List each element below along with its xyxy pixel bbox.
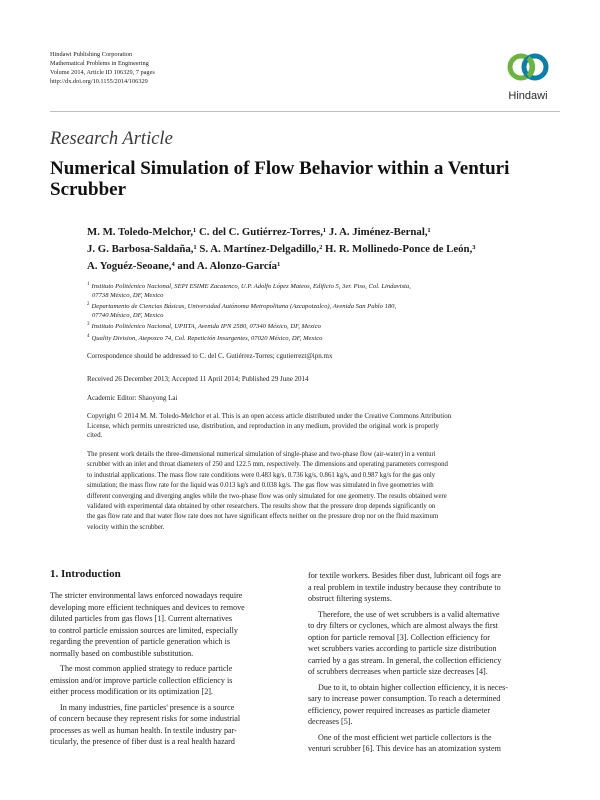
article-type: Research Article [50,129,173,149]
section-heading: 1. Introduction [50,568,121,580]
body-line: developing more efficient techniques and devices to remove [50,602,245,612]
body-line: wet scrubbers varies according to particle size distribution [308,644,497,653]
body-line: Therefore, the use of wet scrubbers is a valid alternative [318,609,500,619]
body-line: sary to increase power consumption. To reach a determined [308,694,501,703]
body-line: decreases [5]. [308,717,353,726]
publication-dates: Received 26 December 2013; Accepted 11 April 2014; Published 29 June 2014 [87,375,309,383]
abstract-line: The present work details the three-dimensional numerical simulation of single-phase and two-phase flow (air-water) in a venturi [87,451,436,458]
copyright-notice [87,412,557,441]
author-list [87,224,557,275]
affiliation-item [87,280,547,300]
body-line: One of the most efficient wet particle collectors is the [318,732,492,742]
body-line: normally based on combustible substitution. [50,648,194,658]
abstract-line: the gas flow rate and that water flow rate does not have significant effects neither on the pressure drop nor on the fluid maximum [87,513,439,521]
body-line: Due to it, to obtain higher collection efficiency, it is neces- [318,682,508,692]
affiliation-item [87,300,547,320]
title-line: Scrubber [50,179,126,200]
body-line: regarding the prevention of particle generation which is [50,637,231,646]
abstract-line: velocity within the scrubber. [87,523,165,531]
author-line: A. Yoguéz-Seoane,⁴ and A. Alonzo-García¹ [87,260,281,272]
body-line: to dry filters or cyclones, which are almost always the first [308,621,498,630]
affiliation-item [87,320,547,331]
body-line: efficiency, power required increases as particle diameter [308,705,491,715]
publication-info [50,50,155,86]
body-line: venturi scrubber [6]. This device has an atomization system [308,744,501,753]
body-line: diluted particles from gas flows [1]. Current alternatives [50,614,233,623]
affiliation-line: 07740 México, DF, Mexico [92,312,164,320]
body-line: processes as well as human health. In textile industry par- [50,725,237,735]
body-line: of concern because they represent risks for some industrial [50,714,241,723]
affiliations [87,280,547,343]
author-line: M. M. Toledo-Melchor,¹ C. del C. Gutiérrez-Torres,¹ J. A. Jiménez-Bernal,¹ [87,226,431,238]
body-line: either process modification or its optimization [2]. [50,687,213,696]
body-line: carried by a gas stream. In general, the collection efficiency [308,655,502,665]
body-line: ticularly, the presence of fiber dust is a real health hazard [50,737,235,746]
body-line: The most common applied strategy to reduce particle [60,664,233,673]
abstract-line: different converging and diverging angles while the two-phase flow was only simulated for one geometry. The results obtained were [87,492,447,500]
doi-link[interactable]: http://dx.doi.org/10.1155/2014/106329 [50,78,148,85]
volume-info: Volume 2014, Article ID 106329, 7 pages [50,69,155,76]
affiliation-line: Quality Division, Atepoxco 74, Col. Repetición Insurgentes, 07020 México, DF, Mexico [91,334,323,342]
affiliation-line: Instituto Politécnico Nacional, SEPI ESIME Zacatenco, U.P. Adolfo López Mateos, Edificio 5, 3er. Piso, Col. Lindavista, [91,283,411,291]
copyright-line: Copyright © 2014 M. M. Toledo-Melchor et al. This is an open access article distributed under the Creative Commons Attribution [87,412,452,420]
body-line: a real problem in textile industry because they contribute to [308,582,501,592]
affiliation-line: Departamento de Ciencias Básicas, Universidad Autónoma Metropolitana (Azcapotzalco), Avenida San Pablo 180, [91,303,397,311]
body-column-left [50,590,293,748]
abstract-line: scrubber with an inlet and throat diameters of 250 and 122.5 mm, respectively. The dimensions and operating parameters correspond [87,461,448,469]
abstract-line: validated with experimental data obtained by other researchers. The results show that the pressure drop depends significantly on [87,503,436,511]
body-line: obstruct filtering systems. [308,594,392,603]
author-line: J. G. Barbosa-Saldaña,¹ S. A. Martínez-Delgadillo,² H. R. Mollinedo-Ponce de León,³ [87,243,476,255]
body-line: of scrubbers decreases when particle size decreases [4]. [308,667,488,676]
affiliation-number: 3 [87,322,90,328]
abstract [87,450,557,533]
copyright-line: License, which permits unrestricted use, distribution, and reproduction in any medium, provided the original work is properly [87,421,439,430]
body-line: for textile workers. Besides fiber dust, lubricant oil fogs are [308,571,502,580]
affiliation-number: 1 [87,282,90,287]
body-line: to control particle emission sources are limited, especially [50,625,238,635]
abstract-line: simulation; the mass flow rate for the liquid was 0.013 kg/s and 0.038 kg/s. The gas flow was simulated in five geometries with [87,482,434,490]
affiliation-number: 4 [87,333,90,339]
correspondence: Correspondence should be addressed to C. del C. Gutiérrez-Torres; cgutierrezt@ipn.mx [87,352,333,360]
body-line: The stricter environmental laws enforced nowadays require [50,591,243,600]
copyright-line: cited. [87,431,103,439]
affiliation-line: Instituto Politécnico Nacional, UPIITA, Avenida IPN 2580, 07340 México, DF, Mexico [91,323,321,331]
hindawi-logo-text: Hindawi [508,90,548,102]
article-title [50,158,530,200]
title-line: Numerical Simulation of Flow Behavior within a Venturi [50,158,510,179]
header-divider [50,111,560,112]
affiliation-number: 2 [87,302,90,308]
affiliation-item [87,332,547,343]
affiliation-line: 07738 México, DF, Mexico [92,292,164,300]
academic-editor: Academic Editor: Shaoyong Lai [87,394,178,402]
body-line: emission and/or improve particle collection efficiency is [50,675,233,685]
body-line: In many industries, fine particles' presence is a source [60,702,235,712]
body-line: option for particle removal [3]. Collection efficiency for [308,632,490,642]
journal-name: Mathematical Problems in Engineering [50,60,149,67]
publisher-name: Hindawi Publishing Corporation [50,51,133,58]
body-column-right [308,570,560,755]
abstract-line: to industrial applications. The mass flow rate conditions were 0.483 kg/s, 0.736 kg/s, 0.861 kg/s, and 0.987 kg/s for the gas only [87,471,436,479]
